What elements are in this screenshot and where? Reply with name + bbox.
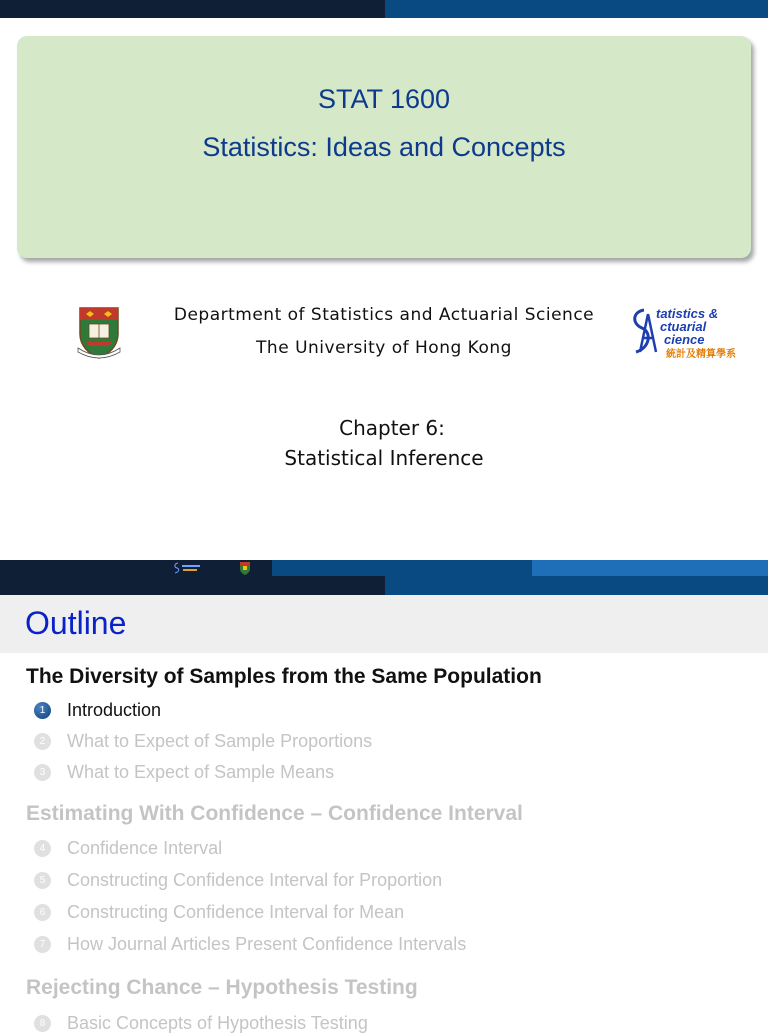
outline-item-label: Introduction <box>67 699 162 720</box>
hku-crest-icon <box>74 304 124 360</box>
mini-sas-logo-icon <box>174 562 204 574</box>
sas-logo-chinese: 統計及精算學系 <box>666 349 736 360</box>
sas-logo-line2: ctuarial <box>660 319 707 334</box>
university-name: The University of Hong Kong <box>256 338 512 358</box>
footer-light-blue-segment <box>532 560 768 576</box>
chapter-title: Statistical Inference <box>284 446 484 470</box>
outline-item-label: How Journal Articles Present Confidence Intervals <box>67 933 467 954</box>
outline-top-bar-blue <box>385 576 768 595</box>
outline-item <box>34 699 161 721</box>
outline-item <box>34 901 404 923</box>
top-bar-blue-segment <box>385 0 768 18</box>
outline-item <box>34 730 372 752</box>
item-number-bullet: 8 <box>34 1015 51 1032</box>
outline-item <box>34 1012 368 1034</box>
outline-item-label: Constructing Confidence Interval for Mean <box>67 901 405 922</box>
section-heading: Estimating With Confidence – Confidence Interval <box>26 802 523 825</box>
footer-dark-segment <box>0 560 272 576</box>
department-name: Department of Statistics and Actuarial Science <box>173 305 595 325</box>
title-slide-footer-bar <box>0 560 768 576</box>
footer-blue-segment <box>272 560 532 576</box>
item-number-bullet: 3 <box>34 764 51 781</box>
section-heading: Rejecting Chance – Hypothesis Testing <box>26 976 418 999</box>
outline-item-label: What to Expect of Sample Proportions <box>67 730 373 751</box>
outline-item-label: Confidence Interval <box>67 837 223 858</box>
outline-item-label: Constructing Confidence Interval for Proportion <box>67 869 443 890</box>
item-number-bullet: 1 <box>34 702 51 719</box>
outline-title: Outline <box>25 605 127 641</box>
outline-item-label: Basic Concepts of Hypothesis Testing <box>67 1012 368 1033</box>
outline-header <box>0 595 768 653</box>
title-slide-top-bar <box>0 0 768 18</box>
outline-item <box>34 761 334 783</box>
item-number-bullet: 7 <box>34 936 51 953</box>
course-code: STAT 1600 <box>317 84 451 114</box>
outline-slide-top-bar <box>0 576 768 595</box>
item-number-bullet: 5 <box>34 872 51 889</box>
course-title-box <box>17 36 751 258</box>
sas-logo-icon <box>630 304 754 360</box>
chapter-label: Chapter 6: <box>339 416 445 440</box>
outline-top-bar-dark <box>0 576 385 595</box>
item-number-bullet: 6 <box>34 904 51 921</box>
course-title: Statistics: Ideas and Concepts <box>202 132 566 162</box>
sas-logo-line1: tatistics & <box>656 306 719 321</box>
item-number-bullet: 4 <box>34 840 51 857</box>
outline-item-label: What to Expect of Sample Means <box>67 761 335 782</box>
outline-slide <box>0 576 768 1033</box>
outline-item <box>34 869 442 891</box>
top-bar-dark-segment <box>0 0 385 18</box>
mini-hku-crest-icon <box>239 561 251 575</box>
section-heading: The Diversity of Samples from the Same Population <box>26 665 542 688</box>
item-number-bullet: 2 <box>34 733 51 750</box>
outline-item <box>34 837 222 859</box>
sas-logo-line3: cience <box>664 332 705 347</box>
outline-item <box>34 933 466 955</box>
